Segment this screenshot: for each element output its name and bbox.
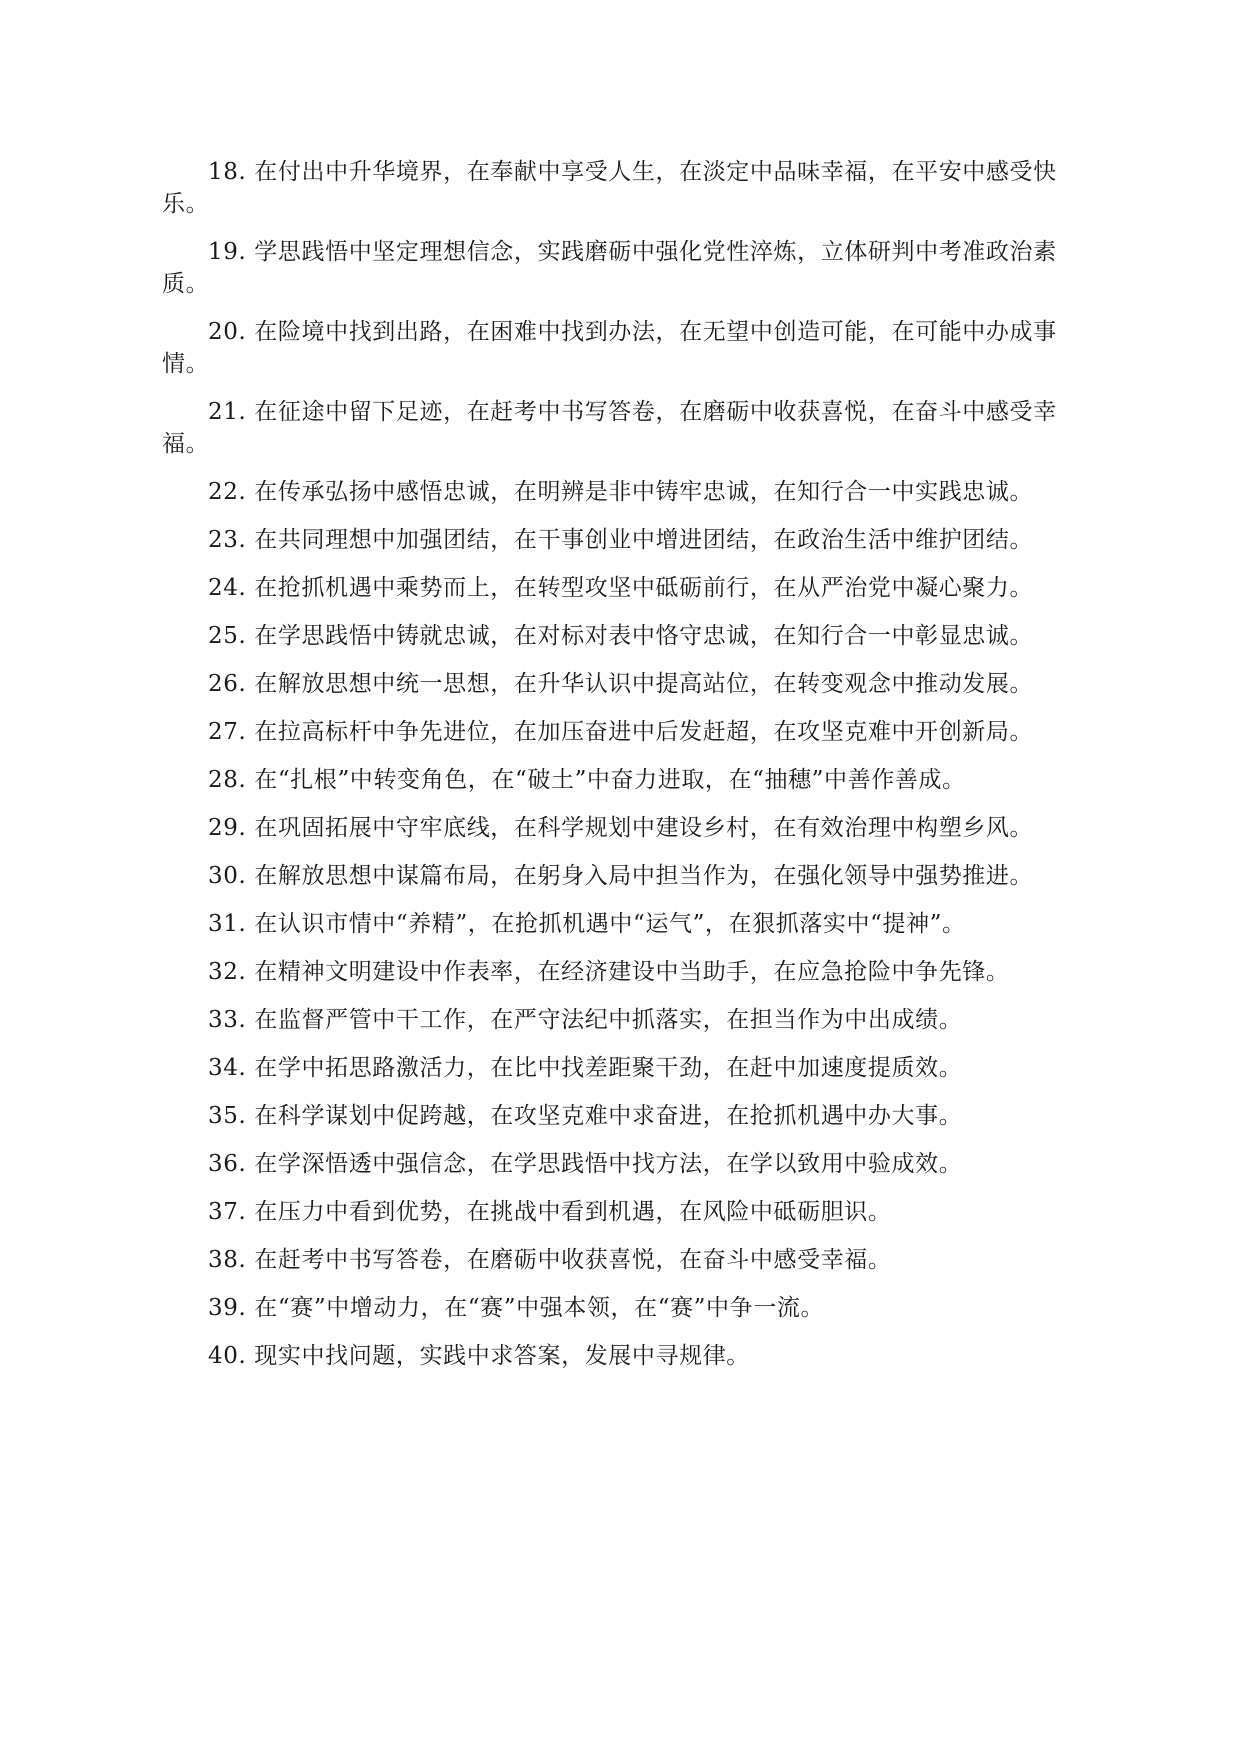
list-item: 22. 在传承弘扬中感悟忠诚，在明辨是非中铸牢忠诚，在知行合一中实践忠诚。 xyxy=(208,479,1034,505)
list-item: 36. 在学深悟透中强信念，在学思践悟中找方法，在学以致用中验成效。 xyxy=(208,1151,963,1177)
list-item: 40. 现实中找问题，实践中求答案，发展中寻规律。 xyxy=(208,1343,750,1369)
list-item: 39. 在“赛”中增动力，在“赛”中强本领，在“赛”中争一流。 xyxy=(208,1295,825,1321)
list-item: 19. 学思践悟中坚定理想信念，实践磨砺中强化党性淬炼，立体研判中考准政治素质。 xyxy=(162,239,1057,297)
list-item: 32. 在精神文明建设中作表率，在经济建设中当助手，在应急抢险中争先锋。 xyxy=(208,959,1010,985)
list-item: 28. 在“扎根”中转变角色，在“破土”中奋力进取，在“抽穗”中善作善成。 xyxy=(208,767,966,793)
list-item: 27. 在拉高标杆中争先进位，在加压奋进中后发赶超，在攻坚克难中开创新局。 xyxy=(208,719,1034,745)
list-item: 20. 在险境中找到出路，在困难中找到办法，在无望中创造可能，在可能中办成事情。 xyxy=(162,319,1057,377)
list-item: 29. 在巩固拓展中守牢底线，在科学规划中建设乡村，在有效治理中构塑乡风。 xyxy=(208,815,1034,841)
list-item: 37. 在压力中看到优势，在挑战中看到机遇，在风险中砥砺胆识。 xyxy=(208,1199,892,1225)
document-body xyxy=(162,156,1092,1388)
list-item: 34. 在学中拓思路激活力，在比中找差距聚干劲，在赶中加速度提质效。 xyxy=(208,1055,963,1081)
list-item: 18. 在付出中升华境界，在奉献中享受人生，在淡定中品味幸福，在平安中感受快乐。 xyxy=(162,159,1057,217)
list-item: 35. 在科学谋划中促跨越，在攻坚克难中求奋进，在抢抓机遇中办大事。 xyxy=(208,1103,963,1129)
list-item: 33. 在监督严管中干工作，在严守法纪中抓落实，在担当作为中出成绩。 xyxy=(208,1007,963,1033)
list-item: 26. 在解放思想中统一思想，在升华认识中提高站位，在转变观念中推动发展。 xyxy=(208,671,1034,697)
list-item: 24. 在抢抓机遇中乘势而上，在转型攻坚中砥砺前行，在从严治党中凝心聚力。 xyxy=(208,575,1034,601)
list-item: 23. 在共同理想中加强团结，在干事创业中增进团结，在政治生活中维护团结。 xyxy=(208,527,1034,553)
list-item: 30. 在解放思想中谋篇布局，在躬身入局中担当作为，在强化领导中强势推进。 xyxy=(208,863,1034,889)
list-item: 21. 在征途中留下足迹，在赶考中书写答卷，在磨砺中收获喜悦，在奋斗中感受幸福。 xyxy=(162,399,1057,457)
list-item: 38. 在赶考中书写答卷，在磨砺中收获喜悦，在奋斗中感受幸福。 xyxy=(208,1247,892,1273)
list-item: 31. 在认识市情中“养精”，在抢抓机遇中“运气”，在狠抓落实中“提神”。 xyxy=(208,911,966,937)
list-item: 25. 在学思践悟中铸就忠诚，在对标对表中恪守忠诚，在知行合一中彰显忠诚。 xyxy=(208,623,1034,649)
